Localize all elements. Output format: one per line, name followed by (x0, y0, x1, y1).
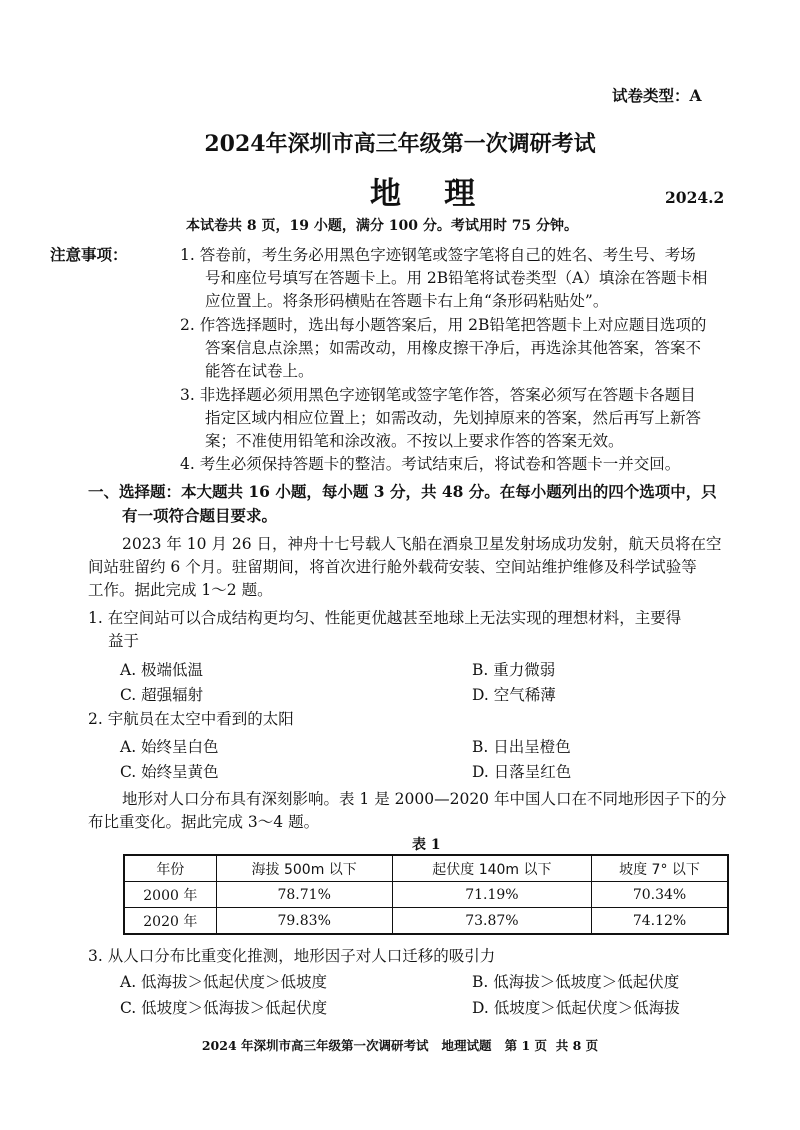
table-header-slope: 坡度 7° 以下 (592, 855, 728, 882)
notice-2-line-2: 答案信息点涂黑；如需改动，用橡皮擦干净后，再选涂其他答案，答案不 (205, 339, 702, 357)
exam-summary: 本试卷共 8 页，19 小题，满分 100 分。考试用时 75 分钟。 (186, 218, 579, 234)
notice-label: 注意事项： (50, 245, 128, 264)
table-header-row (124, 855, 728, 882)
question-2: 2. 宇航员在太空中看到的太阳 (88, 710, 294, 728)
notice-2-line-3: 能答在试卷上。 (205, 362, 314, 380)
table-cell: 79.83% (216, 908, 392, 935)
table-header-year: 年份 (124, 855, 216, 882)
passage-1-line-3: 工作。据此完成 1～2 题。 (88, 581, 273, 599)
notice-1-line-2: 号和座位号填写在答题卡上。用 2B铅笔将试卷类型（A）填涂在答题卡相 (205, 269, 708, 287)
table-cell: 73.87% (392, 908, 591, 935)
q1-option-a: A. 极端低温 (120, 661, 204, 679)
section-1-line-2: 有一项符合题目要求。 (122, 506, 278, 525)
table-header-relief: 起伏度 140m 以下 (392, 855, 591, 882)
table-row (124, 882, 728, 908)
notice-3-line-1: 3. 非选择题必须用黑色字迹钢笔或签字笔作答，答案必须写在答题卡各题目 (180, 386, 696, 404)
question-3: 3. 从人口分布比重变化推测，地形因子对人口迁移的吸引力 (88, 947, 496, 965)
table-caption: 表 1 (412, 837, 441, 853)
q1-option-d: D. 空气稀薄 (472, 686, 556, 704)
q2-option-d: D. 日落呈红色 (472, 763, 572, 781)
q1-option-c: C. 超强辐射 (120, 686, 204, 704)
exam-title: 2024年深圳市高三年级第一次调研考试 (204, 131, 596, 157)
table-cell: 2000 年 (124, 882, 216, 908)
passage-1-line-2: 间站驻留约 6 个月。驻留期间，将首次进行舱外载荷安装、空间站维护维修及科学试验等 (88, 558, 697, 576)
q3-option-a: A. 低海拔＞低起伏度＞低坡度 (120, 973, 328, 991)
notice-3-line-2: 指定区域内相应位置上；如需改动，先划掉原来的答案，然后再写上新答 (205, 409, 702, 427)
passage-1-line-1: 2023 年 10 月 26 日，神舟十七号载人飞船在酒泉卫星发射场成功发射，航天员将在空 (122, 535, 722, 553)
question-1-line-2: 益于 (108, 632, 140, 650)
notice-4-line-1: 4. 考生必须保持答题卡的整洁。考试结束后，将试卷和答题卡一并交回。 (180, 455, 681, 473)
q3-option-d: D. 低坡度＞低起伏度＞低海拔 (472, 999, 680, 1017)
notice-3-line-3: 案；不准使用铅笔和涂改液。不按以上要求作答的答案无效。 (205, 432, 624, 450)
table-header-altitude: 海拔 500m 以下 (216, 855, 392, 882)
paper-type: 试卷类型：A (612, 86, 702, 105)
exam-date: 2024.2 (665, 188, 725, 207)
table-cell: 78.71% (216, 882, 392, 908)
q2-option-c: C. 始终呈黄色 (120, 763, 219, 781)
section-1-line-1: 一、选择题：本大题共 16 小题，每小题 3 分，共 48 分。在每小题列出的四个选项中，只 (88, 482, 717, 501)
q1-option-b: B. 重力微弱 (472, 661, 556, 679)
q2-option-b: B. 日出呈橙色 (472, 738, 571, 756)
population-table (123, 854, 729, 935)
notice-1-line-1: 1. 答卷前，考生务必用黑色字迹钢笔或签字笔将自己的姓名、考生号、考场 (180, 246, 696, 264)
q3-option-c: C. 低坡度＞低海拔＞低起伏度 (120, 999, 328, 1017)
question-1-line-1: 1. 在空间站可以合成结构更均匀、性能更优越甚至地球上无法实现的理想材料，主要得 (88, 609, 682, 627)
q3-option-b: B. 低海拔＞低坡度＞低起伏度 (472, 973, 680, 991)
notice-2-line-1: 2. 作答选择题时，选出每小题答案后，用 2B铅笔把答题卡上对应题目选项的 (180, 316, 707, 334)
table-row (124, 908, 728, 935)
notice-1-line-3: 应位置上。将条形码横贴在答题卡右上角“条形码粘贴处”。 (205, 292, 609, 310)
passage-2-line-2: 布比重变化。据此完成 3～4 题。 (88, 813, 320, 831)
table-cell: 71.19% (392, 882, 591, 908)
q2-option-a: A. 始终呈白色 (120, 738, 219, 756)
table-cell: 2020 年 (124, 908, 216, 935)
table-cell: 70.34% (592, 882, 728, 908)
table-cell: 74.12% (592, 908, 728, 935)
subject-title: 地 理 (370, 176, 476, 212)
passage-2-line-1: 地形对人口分布具有深刻影响。表 1 是 2000—2020 年中国人口在不同地形因子下的分 (122, 790, 727, 808)
page-footer: 2024 年深圳市高三年级第一次调研考试 地理试题 第 1 页 共 8 页 (201, 1038, 599, 1053)
